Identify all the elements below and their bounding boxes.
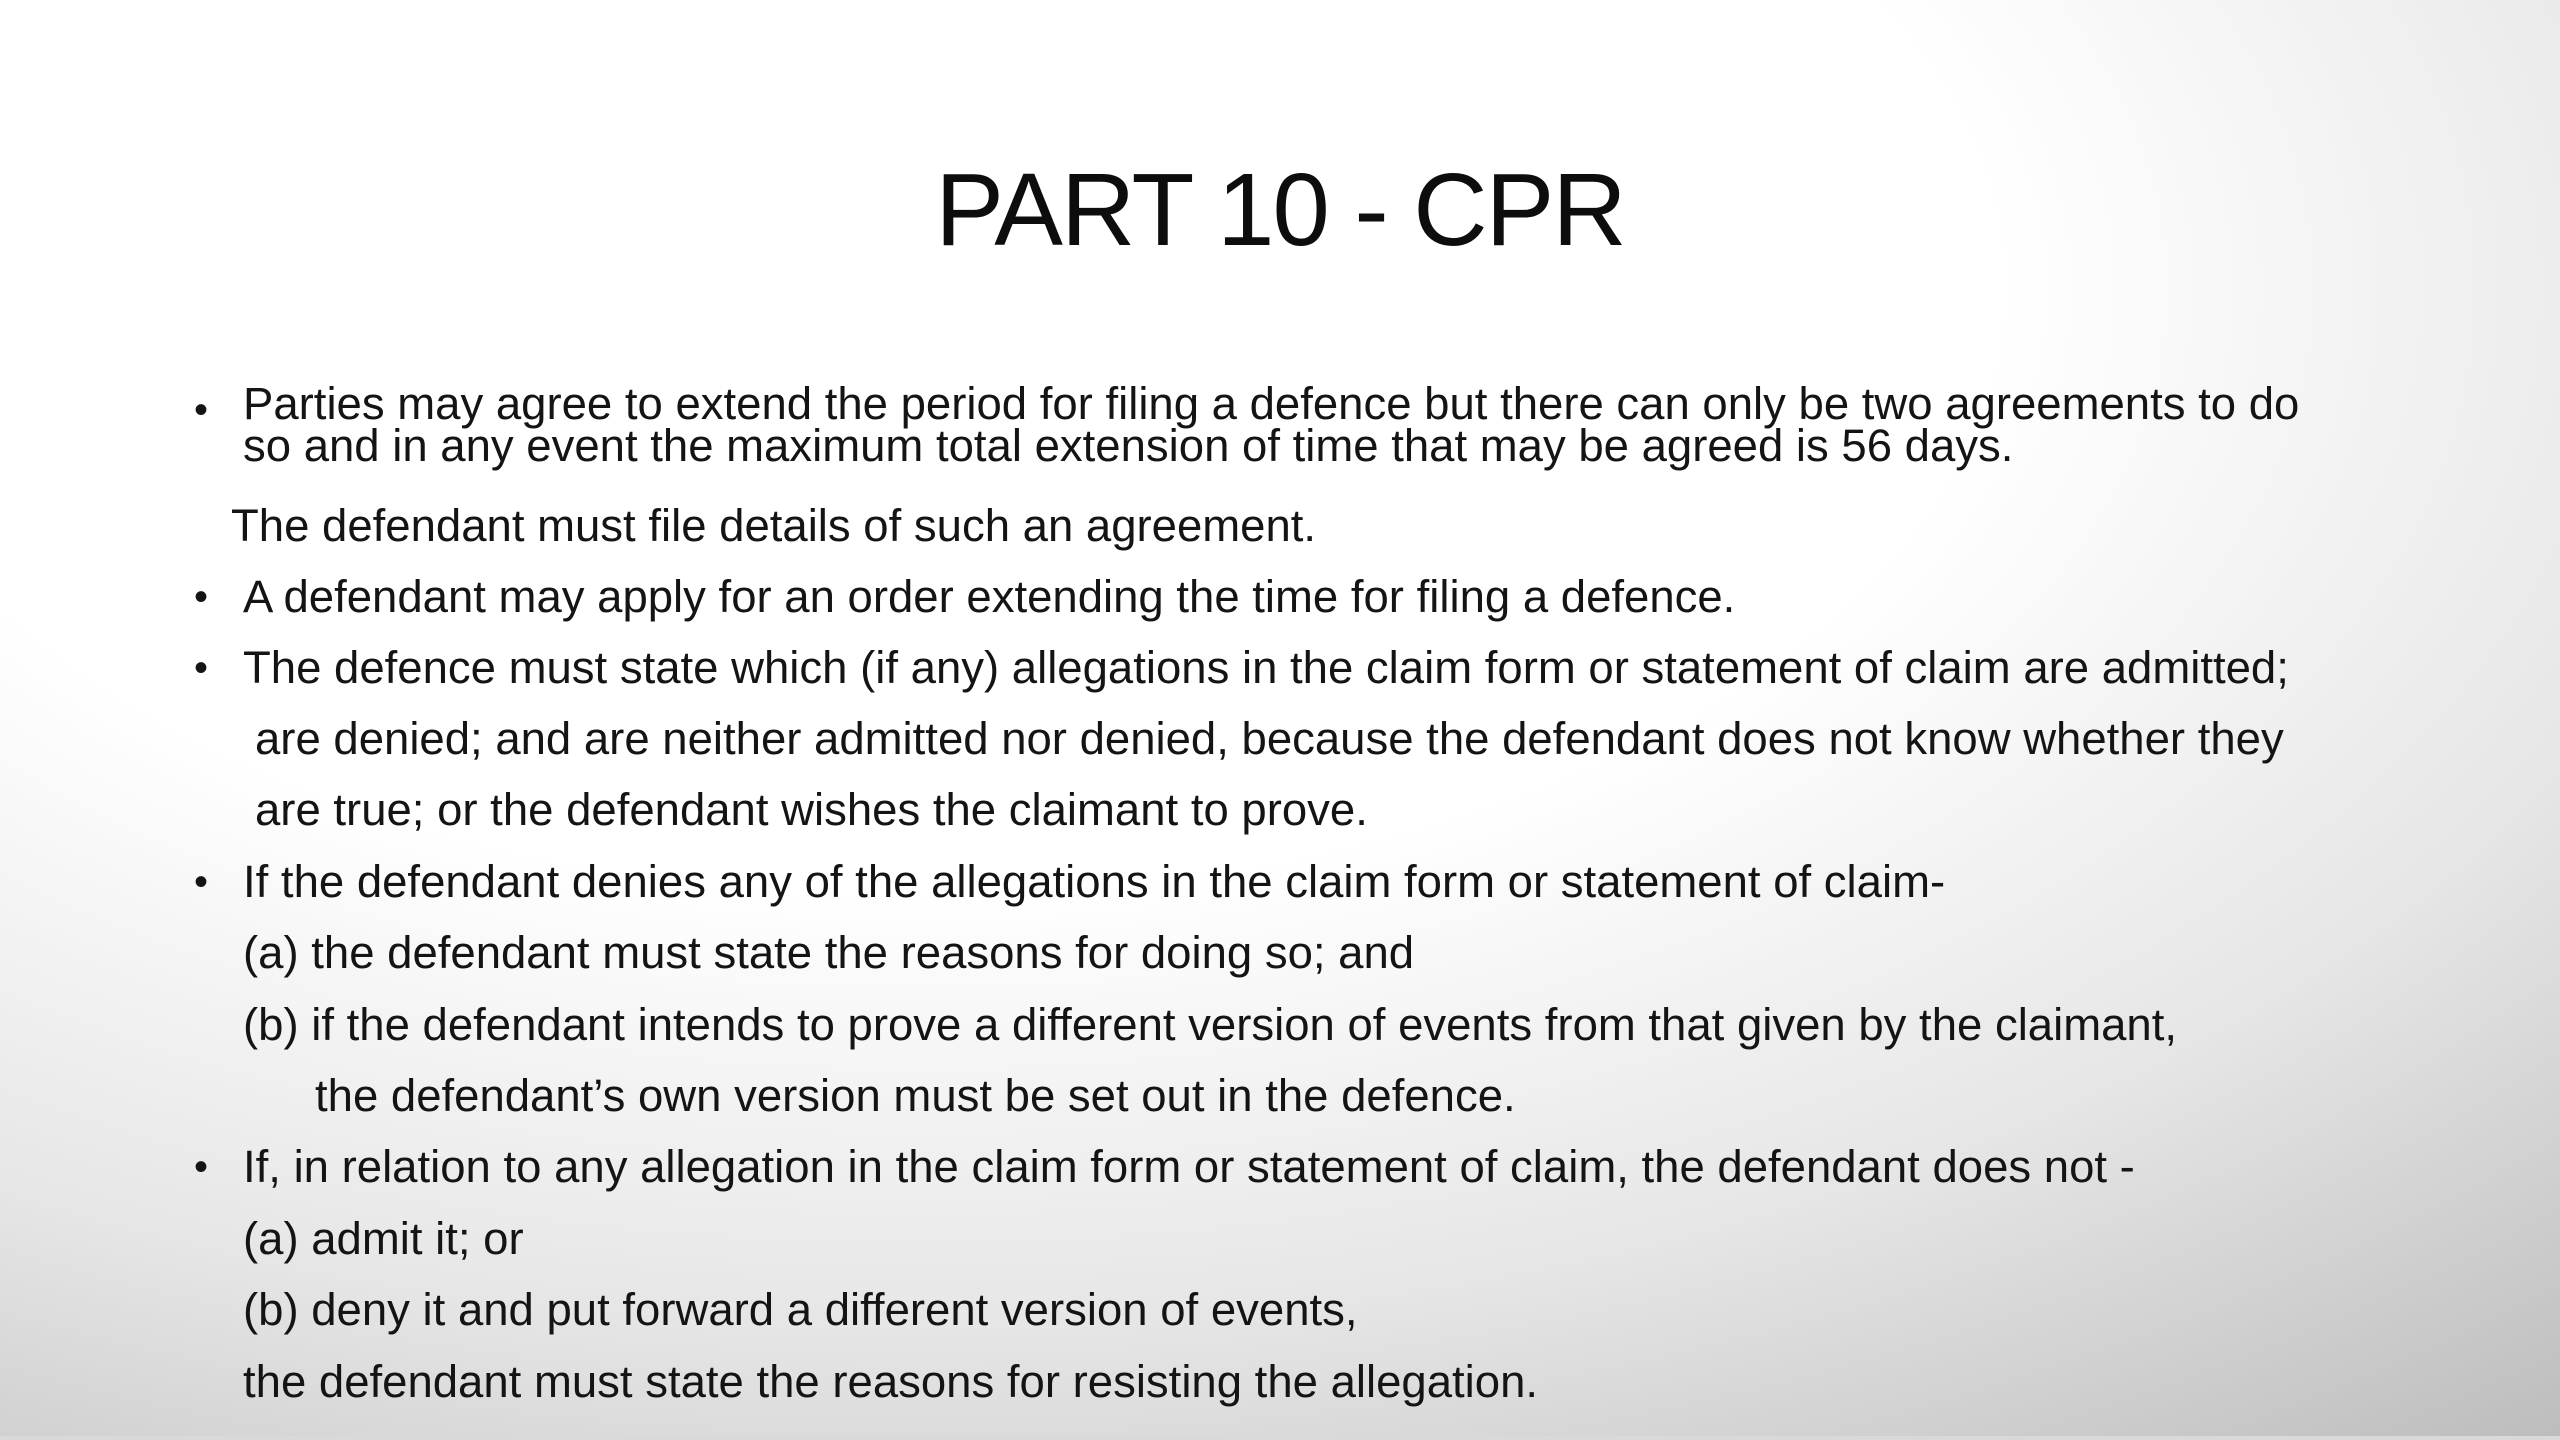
bullet-4: • <box>194 860 209 904</box>
body-line-12: If, in relation to any allegation in the claim form or statement of claim, the defendant does not - <box>243 1141 2135 1192</box>
body-line-4: A defendant may apply for an order extending the time for filing a defence. <box>243 571 1736 622</box>
body-line-14: (b) deny it and put forward a different version of events, <box>243 1284 1358 1335</box>
body-line-6: are denied; and are neither admitted nor denied, because the defendant does not know whether they <box>255 713 2284 764</box>
body-line-2: so and in any event the maximum total extension of time that may be agreed is 56 days. <box>243 420 2014 471</box>
body-line-15: the defendant must state the reasons for resisting the allegation. <box>243 1356 1539 1407</box>
body-line-9: (a) the defendant must state the reasons for doing so; and <box>243 927 1415 978</box>
body-line-5: The defence must state which (if any) allegations in the claim form or statement of claim are admitted; <box>243 642 2289 693</box>
body-line-8: If the defendant denies any of the allegations in the claim form or statement of claim- <box>243 856 1946 907</box>
bottom-strip <box>0 1436 2560 1440</box>
bullet-2: • <box>194 575 209 619</box>
body-line-1: Parties may agree to extend the period for filing a defence but there can only be two agreements to do <box>243 378 2300 429</box>
body-line-7: are true; or the defendant wishes the claimant to prove. <box>255 784 1368 835</box>
body-line-13: (a) admit it; or <box>243 1213 524 1264</box>
bullet-3: • <box>194 646 209 690</box>
body-line-10: (b) if the defendant intends to prove a different version of events from that given by the claimant, <box>243 999 2178 1050</box>
bullet-5: • <box>194 1145 209 1189</box>
slide-title: PART 10 - CPR <box>935 152 1625 267</box>
bullet-1: • <box>194 388 209 432</box>
body-line-11: the defendant’s own version must be set out in the defence. <box>315 1070 1516 1121</box>
body-line-3: The defendant must file details of such an agreement. <box>231 500 1317 551</box>
